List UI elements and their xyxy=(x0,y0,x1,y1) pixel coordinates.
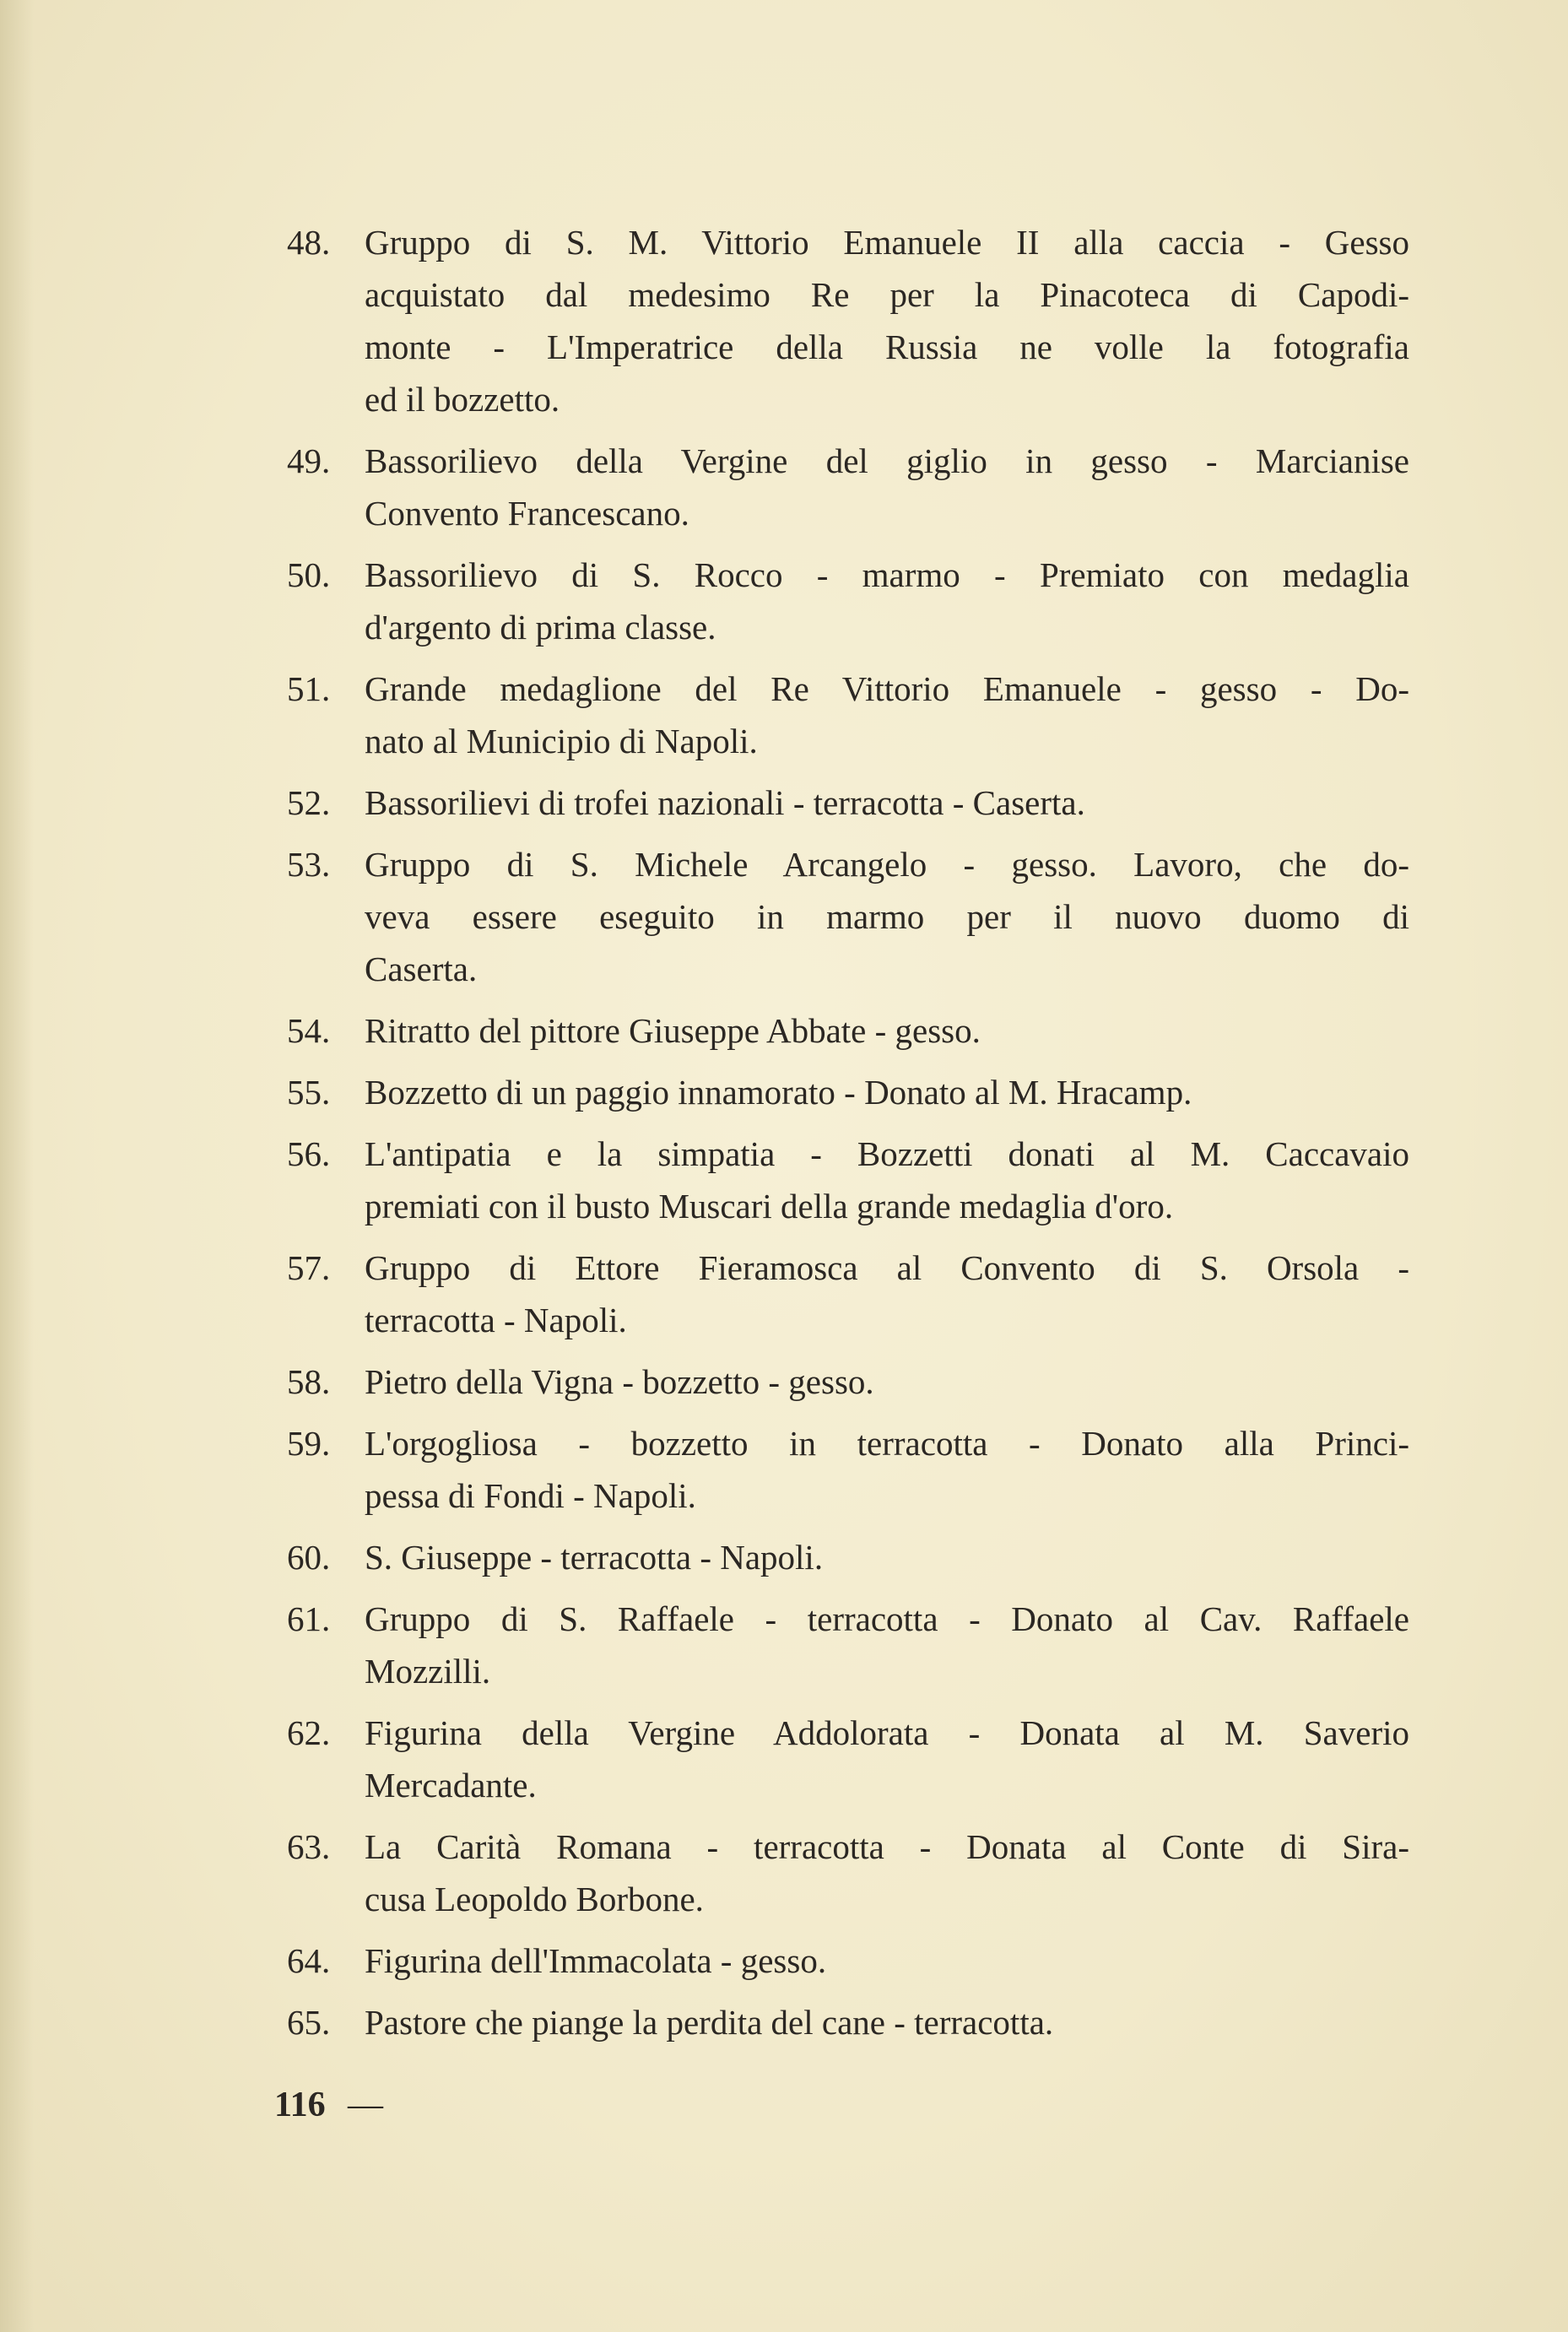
catalogue-item xyxy=(287,1934,1409,1987)
item-number: 51. xyxy=(287,669,331,708)
catalogue-item xyxy=(287,216,1409,425)
item-line: S. Giuseppe - terracotta - Napoli. xyxy=(365,1538,824,1577)
catalogue-item xyxy=(287,1417,1409,1522)
item-text xyxy=(365,1821,1409,1925)
item-text xyxy=(365,1417,1409,1522)
item-number: 56. xyxy=(287,1134,331,1173)
item-line: Mozzilli. xyxy=(365,1652,491,1691)
item-number: 57. xyxy=(287,1248,331,1287)
catalogue-item xyxy=(287,1707,1409,1811)
item-number: 61. xyxy=(287,1599,331,1638)
item-line: veva essere eseguito in marmo per il nuovo duomo di xyxy=(365,897,1409,936)
catalogue-item xyxy=(287,1355,1409,1408)
item-text xyxy=(365,1004,1409,1057)
catalogue-item xyxy=(287,1996,1409,2048)
item-text xyxy=(365,838,1409,995)
item-text xyxy=(365,1593,1409,1697)
item-line: Figurina dell'Immacolata - gesso. xyxy=(365,1941,827,1980)
item-line: nato al Municipio di Napoli. xyxy=(365,722,758,760)
item-line: Grande medaglione del Re Vittorio Emanuele - gesso - Do- xyxy=(365,669,1409,708)
catalogue-item xyxy=(287,1242,1409,1346)
item-text xyxy=(365,1066,1409,1118)
page-edge-shadow xyxy=(0,0,34,2332)
item-text xyxy=(365,1128,1409,1232)
item-text xyxy=(365,663,1409,767)
catalogue-item xyxy=(287,1531,1409,1583)
page-number: 116 xyxy=(274,2086,326,2124)
item-text xyxy=(365,1996,1409,2048)
item-line: monte - L'Imperatrice della Russia ne volle la fotografia xyxy=(365,327,1409,366)
catalogue-item xyxy=(287,549,1409,653)
catalogue-item xyxy=(287,1004,1409,1057)
item-line: cusa Leopoldo Borbone. xyxy=(365,1880,704,1918)
item-number: 58. xyxy=(287,1362,331,1401)
item-number: 59. xyxy=(287,1424,331,1463)
item-line: premiati con il busto Muscari della grande medaglia d'oro. xyxy=(365,1187,1174,1226)
item-number: 55. xyxy=(287,1073,331,1112)
item-line: Bozzetto di un paggio innamorato - Donato al M. Hracamp. xyxy=(365,1073,1192,1112)
item-line: Gruppo di S. Michele Arcangelo - gesso. Lavoro, che do- xyxy=(365,845,1409,884)
item-number: 48. xyxy=(287,223,331,262)
catalogue-list xyxy=(287,216,1409,2058)
item-text xyxy=(365,216,1409,425)
item-line: Pastore che piange la perdita del cane - terracotta. xyxy=(365,2003,1054,2042)
item-number: 53. xyxy=(287,845,331,884)
catalogue-item xyxy=(287,1128,1409,1232)
item-number: 52. xyxy=(287,783,331,822)
item-text xyxy=(365,1707,1409,1811)
item-number: 62. xyxy=(287,1713,331,1752)
item-number: 64. xyxy=(287,1941,331,1980)
item-text xyxy=(365,1531,1409,1583)
item-line: Gruppo di Ettore Fieramosca al Convento di S. Orsola - xyxy=(365,1248,1409,1287)
item-number: 50. xyxy=(287,555,331,594)
item-text xyxy=(365,1934,1409,1987)
item-line: Convento Francescano. xyxy=(365,494,689,533)
item-line: Mercadante. xyxy=(365,1766,537,1804)
item-line: Gruppo di S. Raffaele - terracotta - Donato al Cav. Raffaele xyxy=(365,1599,1409,1638)
catalogue-item xyxy=(287,435,1409,539)
catalogue-item xyxy=(287,1593,1409,1697)
item-line: d'argento di prima classe. xyxy=(365,608,716,647)
item-text xyxy=(365,1242,1409,1346)
item-number: 54. xyxy=(287,1011,331,1050)
item-line: L'orgogliosa - bozzetto in terracotta - Donato alla Princi- xyxy=(365,1424,1409,1463)
item-line: Pietro della Vigna - bozzetto - gesso. xyxy=(365,1362,874,1401)
catalogue-item xyxy=(287,663,1409,767)
item-line: ed il bozzetto. xyxy=(365,380,560,419)
catalogue-item xyxy=(287,1821,1409,1925)
item-number: 60. xyxy=(287,1538,331,1577)
catalogue-item xyxy=(287,1066,1409,1118)
item-line: pessa di Fondi - Napoli. xyxy=(365,1476,696,1515)
item-text xyxy=(365,435,1409,539)
item-line: Caserta. xyxy=(365,950,478,988)
item-line: Ritratto del pittore Giuseppe Abbate - gesso. xyxy=(365,1011,981,1050)
item-text xyxy=(365,549,1409,653)
item-line: Gruppo di S. M. Vittorio Emanuele II alla caccia - Gesso xyxy=(365,223,1409,262)
item-line: Figurina della Vergine Addolorata - Donata al M. Saverio xyxy=(365,1713,1409,1752)
item-line: Bassorilievi di trofei nazionali - terracotta - Caserta. xyxy=(365,783,1085,822)
item-number: 49. xyxy=(287,441,331,480)
item-line: Bassorilievo di S. Rocco - marmo - Premiato con medaglia xyxy=(365,555,1409,594)
item-line: L'antipatia e la simpatia - Bozzetti donati al M. Caccavaio xyxy=(365,1134,1409,1173)
catalogue-item xyxy=(287,776,1409,829)
page-number-dash: — xyxy=(348,2086,383,2124)
item-text xyxy=(365,1355,1409,1408)
catalogue-item xyxy=(287,838,1409,995)
item-line: Bassorilievo della Vergine del giglio in gesso - Marcianise xyxy=(365,441,1409,480)
item-number: 65. xyxy=(287,2003,331,2042)
item-number: 63. xyxy=(287,1827,331,1866)
item-line: terracotta - Napoli. xyxy=(365,1301,627,1339)
item-text xyxy=(365,776,1409,829)
item-line: acquistato dal medesimo Re per la Pinacoteca di Capodi- xyxy=(365,275,1409,314)
item-line: La Carità Romana - terracotta - Donata al Conte di Sira- xyxy=(365,1827,1409,1866)
